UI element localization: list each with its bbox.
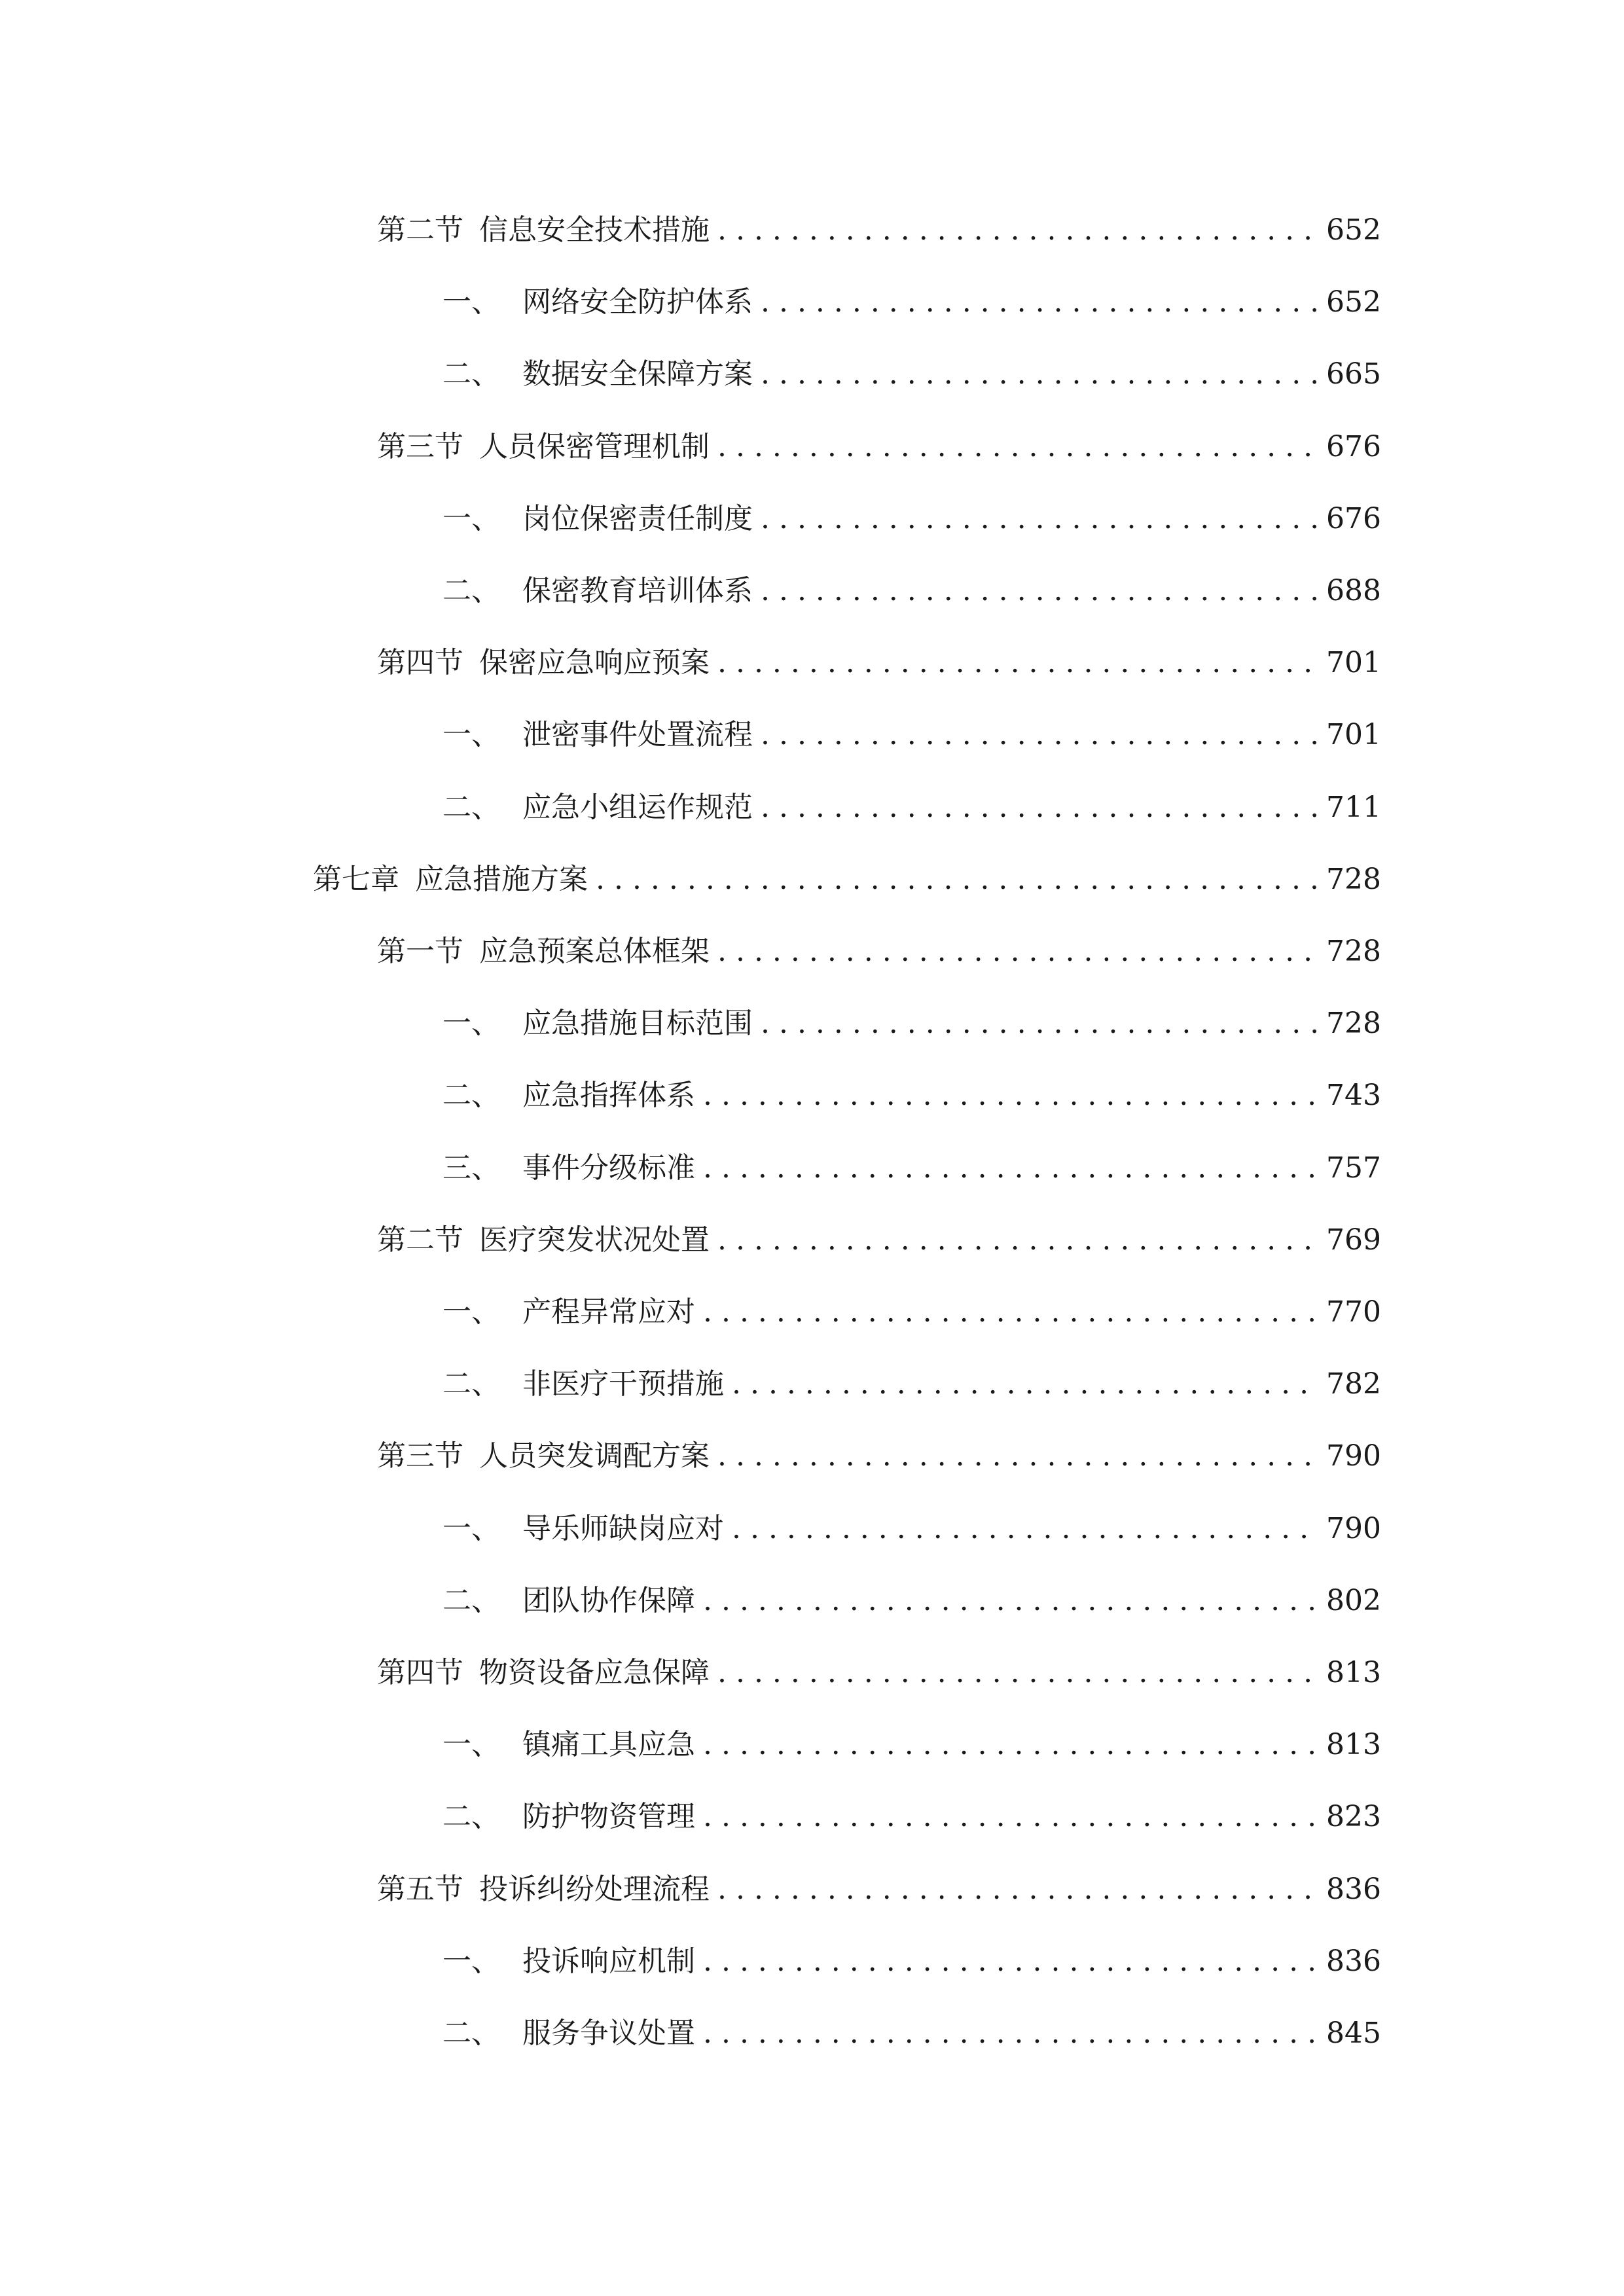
dot-leader bbox=[761, 493, 1320, 545]
toc-entry-title: 应急小组运作规范 bbox=[522, 791, 753, 824]
toc-entry-number: 一、 bbox=[442, 285, 500, 319]
dot-leader bbox=[761, 997, 1320, 1050]
toc-page-number: 790 bbox=[1326, 1439, 1381, 1473]
toc-entry-item[interactable] bbox=[442, 2007, 1379, 2060]
toc-page-number: 823 bbox=[1326, 1800, 1381, 1833]
toc-entry-item[interactable] bbox=[442, 1142, 1379, 1194]
toc-entry-title: 物资设备应急保障 bbox=[479, 1656, 710, 1689]
toc-page-number: 757 bbox=[1326, 1151, 1381, 1185]
toc-entry-item[interactable] bbox=[442, 1358, 1379, 1410]
toc-entry-section[interactable] bbox=[377, 204, 1379, 257]
toc-entry-number: 二、 bbox=[442, 791, 500, 824]
toc-page-number: 813 bbox=[1326, 1656, 1381, 1689]
toc-entry-title: 团队协作保障 bbox=[522, 1584, 695, 1617]
dot-leader bbox=[717, 1863, 1320, 1916]
toc-entry-section[interactable] bbox=[377, 1863, 1379, 1916]
toc-entry-title: 应急预案总体框架 bbox=[479, 935, 710, 968]
dot-leader bbox=[761, 709, 1320, 761]
toc-page-number: 688 bbox=[1326, 574, 1381, 607]
toc-entry-section[interactable] bbox=[377, 1647, 1379, 1699]
toc-entry-item[interactable] bbox=[442, 1719, 1379, 1771]
toc-entry-item[interactable] bbox=[442, 1935, 1379, 1988]
toc-entry-number: 三、 bbox=[442, 1151, 500, 1185]
toc-entry-number: 二、 bbox=[442, 1800, 500, 1833]
toc-page-number: 728 bbox=[1326, 1007, 1381, 1040]
dot-leader bbox=[717, 637, 1320, 689]
toc-page-number: 770 bbox=[1326, 1295, 1381, 1329]
dot-leader bbox=[717, 1430, 1320, 1482]
toc-entry-number: 一、 bbox=[442, 1295, 500, 1329]
toc-entry-number: 二、 bbox=[442, 1584, 500, 1617]
toc-entry-title: 非医疗干预措施 bbox=[522, 1367, 724, 1401]
toc-entry-number: 第七章 bbox=[313, 863, 399, 896]
dot-leader bbox=[761, 276, 1320, 329]
toc-page-number: 701 bbox=[1326, 646, 1381, 679]
toc-entry-section[interactable] bbox=[377, 637, 1379, 689]
toc-entry-title: 岗位保密责任制度 bbox=[522, 502, 753, 535]
toc-entry-item[interactable] bbox=[442, 1503, 1379, 1555]
dot-leader bbox=[703, 1286, 1320, 1338]
toc-page-number: 711 bbox=[1326, 791, 1381, 824]
dot-leader bbox=[717, 421, 1320, 473]
dot-leader bbox=[703, 1142, 1320, 1194]
toc-entry-item[interactable] bbox=[442, 1069, 1379, 1122]
dot-leader bbox=[732, 1503, 1320, 1555]
toc-entry-title: 数据安全保障方案 bbox=[522, 357, 753, 391]
dot-leader bbox=[703, 1069, 1320, 1122]
toc-entry-item[interactable] bbox=[442, 997, 1379, 1050]
dot-leader bbox=[703, 1575, 1320, 1627]
toc-page-number: 743 bbox=[1326, 1079, 1381, 1112]
toc-entry-number: 二、 bbox=[442, 1367, 500, 1401]
dot-leader bbox=[717, 925, 1320, 978]
toc-entry-title: 应急措施目标范围 bbox=[522, 1007, 753, 1040]
toc-entry-number: 一、 bbox=[442, 502, 500, 535]
toc-entry-title: 应急措施方案 bbox=[415, 863, 588, 896]
toc-entry-title: 服务争议处置 bbox=[522, 2017, 695, 2050]
toc-entry-title: 投诉纠纷处理流程 bbox=[479, 1873, 710, 1906]
toc-entry-number: 第四节 bbox=[377, 1656, 463, 1689]
toc-entry-title: 人员保密管理机制 bbox=[479, 430, 710, 463]
toc-page-number: 836 bbox=[1326, 1873, 1381, 1906]
toc-entry-title: 泄密事件处置流程 bbox=[522, 718, 753, 751]
toc-entry-title: 医疗突发状况处置 bbox=[479, 1223, 710, 1257]
toc-entry-number: 一、 bbox=[442, 1007, 500, 1040]
toc-entry-item[interactable] bbox=[442, 781, 1379, 834]
toc-entry-item[interactable] bbox=[442, 493, 1379, 545]
toc-entry-item[interactable] bbox=[442, 348, 1379, 401]
toc-entry-title: 应急指挥体系 bbox=[522, 1079, 695, 1112]
toc-page-number: 790 bbox=[1326, 1512, 1381, 1545]
toc-entry-item[interactable] bbox=[442, 276, 1379, 329]
toc-page-number: 782 bbox=[1326, 1367, 1381, 1401]
toc-entry-section[interactable] bbox=[377, 1430, 1379, 1482]
toc-entry-section[interactable] bbox=[377, 1214, 1379, 1266]
toc-entry-title: 防护物资管理 bbox=[522, 1800, 695, 1833]
toc-entry-number: 第一节 bbox=[377, 935, 463, 968]
toc-entry-title: 保密应急响应预案 bbox=[479, 646, 710, 679]
toc-entry-number: 一、 bbox=[442, 718, 500, 751]
dot-leader bbox=[717, 1647, 1320, 1699]
toc-page-number: 676 bbox=[1326, 502, 1381, 535]
dot-leader bbox=[703, 1719, 1320, 1771]
toc-entry-number: 一、 bbox=[442, 1728, 500, 1761]
toc-entry-item[interactable] bbox=[442, 1575, 1379, 1627]
toc-entry-title: 投诉响应机制 bbox=[522, 1945, 695, 1978]
toc-entry-number: 二、 bbox=[442, 2017, 500, 2050]
toc-entry-item[interactable] bbox=[442, 1286, 1379, 1338]
toc-entry-number: 第三节 bbox=[377, 1439, 463, 1473]
toc-entry-title: 镇痛工具应急 bbox=[522, 1728, 695, 1761]
dot-leader bbox=[717, 204, 1320, 257]
toc-page-number: 652 bbox=[1326, 213, 1381, 247]
toc-entry-number: 第三节 bbox=[377, 430, 463, 463]
toc-page-number: 836 bbox=[1326, 1945, 1381, 1978]
toc-entry-number: 一、 bbox=[442, 1945, 500, 1978]
toc-page-number: 769 bbox=[1326, 1223, 1381, 1257]
toc-entry-title: 导乐师缺岗应对 bbox=[522, 1512, 724, 1545]
toc-entry-number: 二、 bbox=[442, 574, 500, 607]
toc-entry-number: 二、 bbox=[442, 1079, 500, 1112]
dot-leader bbox=[761, 781, 1320, 834]
toc-entry-number: 二、 bbox=[442, 357, 500, 391]
dot-leader bbox=[703, 1791, 1320, 1843]
dot-leader bbox=[761, 348, 1320, 401]
toc-page-number: 813 bbox=[1326, 1728, 1381, 1761]
toc-entry-title: 网络安全防护体系 bbox=[522, 285, 753, 319]
toc-page-number: 701 bbox=[1326, 718, 1381, 751]
toc-entry-title: 保密教育培训体系 bbox=[522, 574, 753, 607]
toc-page-number: 845 bbox=[1326, 2017, 1381, 2050]
toc-entry-title: 事件分级标准 bbox=[522, 1151, 695, 1185]
dot-leader bbox=[761, 565, 1320, 617]
dot-leader bbox=[717, 1214, 1320, 1266]
toc-entry-item[interactable] bbox=[442, 709, 1379, 761]
toc-entry-section[interactable] bbox=[377, 421, 1379, 473]
toc-entry-item[interactable] bbox=[442, 565, 1379, 617]
toc-entry-number: 第二节 bbox=[377, 213, 463, 247]
toc-entry-title: 信息安全技术措施 bbox=[479, 213, 710, 247]
dot-leader bbox=[703, 1935, 1320, 1988]
toc-page-number: 728 bbox=[1326, 863, 1381, 896]
dot-leader bbox=[732, 1358, 1320, 1410]
toc-entry-number: 第五节 bbox=[377, 1873, 463, 1906]
toc-entry-title: 人员突发调配方案 bbox=[479, 1439, 710, 1473]
toc-page-number: 802 bbox=[1326, 1584, 1381, 1617]
toc-entry-title: 产程异常应对 bbox=[522, 1295, 695, 1329]
toc-entry-section[interactable] bbox=[377, 925, 1379, 978]
toc-page-number: 665 bbox=[1326, 357, 1381, 391]
dot-leader bbox=[596, 853, 1320, 906]
toc-page-number: 652 bbox=[1326, 285, 1381, 319]
toc-entry-chapter[interactable] bbox=[313, 853, 1379, 906]
toc-entry-item[interactable] bbox=[442, 1791, 1379, 1843]
toc-page-number: 728 bbox=[1326, 935, 1381, 968]
dot-leader bbox=[703, 2007, 1320, 2060]
toc-entry-number: 第四节 bbox=[377, 646, 463, 679]
toc-page-number: 676 bbox=[1326, 430, 1381, 463]
toc-entry-number: 一、 bbox=[442, 1512, 500, 1545]
toc-entry-number: 第二节 bbox=[377, 1223, 463, 1257]
